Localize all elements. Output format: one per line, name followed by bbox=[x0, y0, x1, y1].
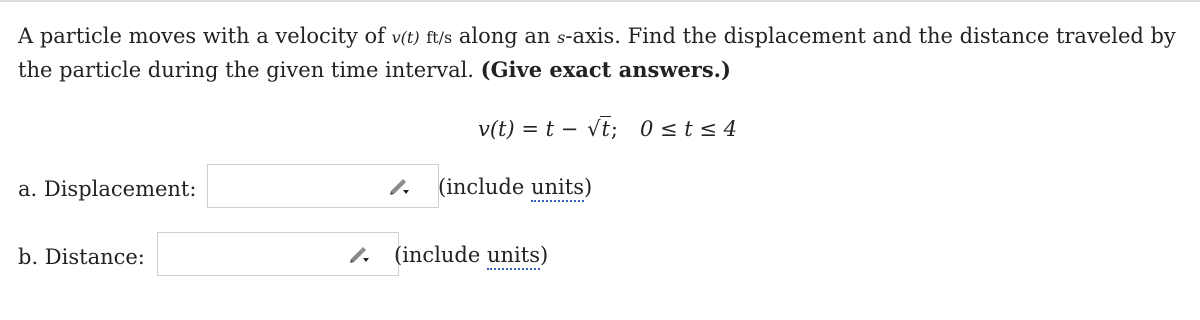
velocity-equation bbox=[478, 114, 737, 144]
question-text bbox=[18, 20, 1183, 86]
question-part3: -axis. Find the displacement and the distance traveled by the particle during the given time interval. bbox=[18, 24, 1176, 82]
pencil-icon[interactable] bbox=[388, 176, 410, 196]
instruction-text: (Give exact answers.) bbox=[480, 57, 731, 82]
axis-variable: s bbox=[557, 28, 566, 47]
units-link[interactable]: units bbox=[531, 175, 584, 202]
equation-lhs: v(t) bbox=[478, 117, 515, 141]
radicand: t bbox=[601, 117, 610, 141]
equation-equals: = bbox=[514, 117, 546, 141]
distance-label: b. Distance: bbox=[18, 245, 145, 269]
distance-units-hint bbox=[394, 240, 548, 270]
question-part1: A particle moves with a velocity of bbox=[18, 24, 392, 48]
equation-t: t bbox=[545, 117, 555, 141]
question-part2: along an bbox=[452, 24, 558, 48]
pencil-icon[interactable] bbox=[348, 244, 370, 264]
displacement-label: a. Displacement: bbox=[18, 177, 197, 201]
top-divider bbox=[0, 0, 1200, 2]
units-open: (include bbox=[438, 175, 531, 199]
equation-semicolon: ; bbox=[610, 117, 618, 141]
square-root bbox=[585, 114, 611, 144]
units-open: (include bbox=[394, 243, 487, 267]
distance-row bbox=[18, 232, 618, 282]
time-interval: 0 ≤ t ≤ 4 bbox=[639, 117, 738, 141]
units-close: ) bbox=[583, 175, 593, 199]
velocity-units: ft/s bbox=[426, 28, 453, 47]
displacement-units-hint bbox=[438, 172, 592, 202]
equation-minus: − bbox=[554, 117, 586, 141]
displacement-row bbox=[18, 164, 618, 214]
radical-sign: √ bbox=[587, 117, 601, 141]
velocity-function: v(t) bbox=[391, 28, 420, 47]
units-link[interactable]: units bbox=[487, 243, 540, 270]
units-close: ) bbox=[539, 243, 549, 267]
